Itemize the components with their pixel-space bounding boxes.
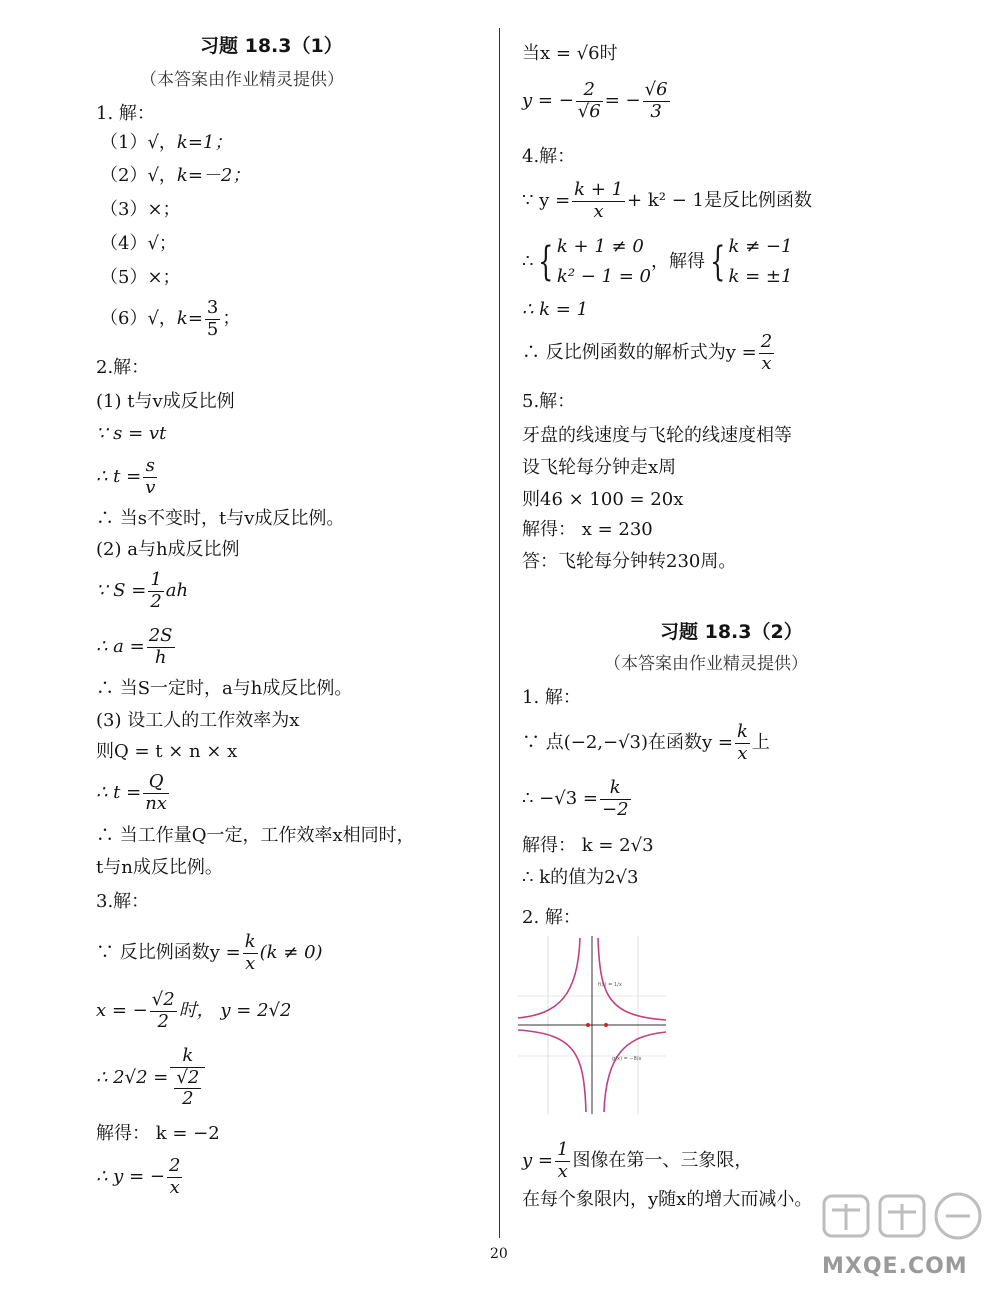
q1-item-1: （1）√，k=1； [100, 132, 233, 153]
q5-line-4: 解得： x = 230 [522, 519, 653, 540]
p1-line-2: ∴ −√3 = $\frac{k}{-2}$ [522, 777, 629, 820]
q2-heading: 2.解： [96, 357, 150, 378]
watermark-text: MXQE.COM [822, 1254, 968, 1279]
q2-part1-eq: ∵ s = vt [96, 423, 167, 444]
r-line-1: 当x = √6时 [522, 43, 618, 64]
q1-item-2: （2）√，k=－2； [100, 165, 251, 186]
q2-part3-conclusion-2: t与n成反比例。 [96, 857, 223, 878]
q3-line-4: 解得： k = −2 [96, 1123, 220, 1144]
q4-line-3: ∴ k = 1 [522, 299, 589, 320]
p2-line-1: y = $\frac{1}{x}$ 图像在第一、三象限， [522, 1139, 753, 1182]
q4-line-1: ∵ y = $\frac{k + 1}{x}$ + k² − 1是反比例函数 [522, 179, 812, 222]
section-subtitle-2: （本答案由作业精灵提供） [604, 654, 808, 674]
q1-item-4: （4）√； [100, 233, 177, 254]
q1-item-6: （6）√，k= $\frac{3}{5}$ ； [100, 297, 241, 340]
q5-line-1: 牙盘的线速度与飞轮的线速度相等 [522, 425, 792, 446]
q5-line-2: 设飞轮每分钟走x周 [522, 457, 677, 478]
hyperbola-graph [518, 936, 666, 1114]
q4-line-4: ∴ 反比例函数的解析式为y = $\frac{2}{x}$ [522, 331, 773, 374]
q4-heading: 4.解： [522, 146, 576, 167]
q3-line-5: ∴ y = − $\frac{2}{x}$ [96, 1155, 181, 1198]
p1-line-4: ∴ k的值为2√3 [522, 867, 639, 888]
q5-line-3: 则46 × 100 = 20x [522, 489, 684, 510]
q3-heading: 3.解： [96, 891, 150, 912]
q3-line-1: ∵ 反比例函数y = $\frac{k}{x}$ (k ≠ 0) [96, 931, 323, 974]
graph-label-f: f(x) = 1/x [598, 982, 622, 988]
q2-part1-conclusion: ∴ 当s不变时，t与v成反比例。 [96, 508, 345, 529]
q2-part3-t: ∴ t = $\frac{Q}{nx}$ [96, 771, 167, 814]
section-title-2: 习题 18.3（2） [660, 621, 803, 643]
q5-heading: 5.解： [522, 391, 576, 412]
page-number: 20 [490, 1246, 508, 1262]
q2-part3-eq: 则Q = t × n × x [96, 741, 238, 762]
q2-part2: (2) a与h成反比例 [96, 539, 240, 560]
point-b [604, 1023, 608, 1027]
q2-part3-conclusion-1: ∴ 当工作量Q一定，工作效率x相同时， [96, 825, 415, 846]
section-subtitle: （本答案由作业精灵提供） [140, 70, 344, 90]
q4-system: ∴ { k + 1 ≠ 0 k² − 1 = 0 ，解得 { k ≠ −1 k = ±1 [522, 236, 793, 287]
p2-line-2: 在每个象限内，y随x的增大而减小。 [522, 1189, 813, 1210]
q1-item-5: （5）×； [100, 267, 181, 288]
q2-part2-a: ∴ a = $\frac{2S}{h}$ [96, 625, 173, 668]
q1-item-3: （3）×； [100, 199, 181, 220]
p1-heading: 1. 解： [522, 687, 581, 708]
p1-line-1: ∵ 点(−2,−√3)在函数y = $\frac{k}{x}$ 上 [522, 721, 770, 764]
graph-label-g: g(x) = −8/x [612, 1056, 642, 1062]
q5-line-5: 答：飞轮每分钟转230周。 [522, 551, 737, 572]
q2-part1-t: ∴ t = $\frac{s}{v}$ [96, 455, 156, 498]
q1-heading: 1. 解： [96, 103, 155, 124]
q3-line-3: ∴ 2√2 = $\frac{k}{\frac{√2}{2}}$ [96, 1046, 207, 1110]
p2-heading: 2. 解： [522, 907, 581, 928]
q2-part3: (3) 设工人的工作效率为x [96, 710, 300, 731]
q3-line-2: x = − $\frac{√2}{2}$ 时， y = 2√2 [96, 989, 292, 1032]
q2-part2-conclusion: ∴ 当S一定时，a与h成反比例。 [96, 678, 353, 699]
section-title: 习题 18.3（1） [200, 35, 343, 57]
q2-part1: (1) t与v成反比例 [96, 391, 235, 412]
column-divider [499, 28, 500, 1238]
q2-part2-eq: ∵ S = $\frac{1}{2}$ ah [96, 569, 189, 612]
p1-line-3: 解得： k = 2√3 [522, 835, 654, 856]
point-a [586, 1023, 590, 1027]
r-line-2: y = − $\frac{2}{√6}$ = − $\frac{√6}{3}$ [522, 79, 668, 122]
